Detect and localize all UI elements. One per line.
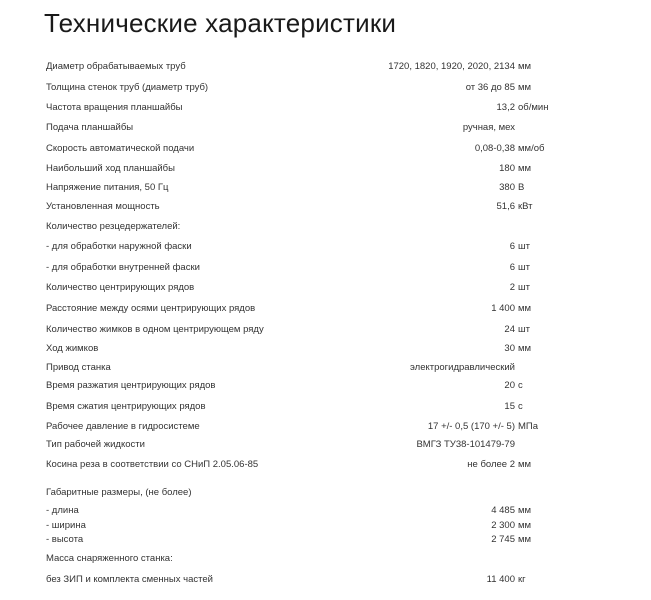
spec-value: 1 400 (491, 303, 515, 314)
spec-label: - для обработки внутренней фаски (46, 262, 200, 273)
spec-row (0, 280, 651, 296)
spec-value: ручная, мех (462, 122, 515, 133)
spec-row (0, 180, 651, 196)
spec-label: Привод станка (46, 362, 111, 373)
spec-row (0, 437, 651, 453)
spec-label: - высота (46, 534, 84, 545)
spec-row (0, 100, 651, 116)
page-title: Технические характеристики (44, 8, 397, 38)
spec-unit: шт (518, 262, 530, 273)
spec-value: 24 (504, 324, 515, 335)
spec-value: 180 (499, 163, 515, 174)
spec-label: Количество резцедержателей: (46, 221, 181, 232)
spec-row (0, 239, 651, 255)
spec-value: 13,2 (496, 102, 515, 113)
spec-value: электрогидравлический (410, 362, 515, 373)
spec-row (0, 399, 651, 415)
spec-value: 6 (509, 241, 515, 252)
spec-value: 11 400 (486, 574, 515, 585)
spec-label: Частота вращения планшайбы (46, 102, 183, 113)
spec-label: Ход жимков (46, 343, 99, 354)
spec-label: Количество жимков в одном центрирующем ряду (46, 324, 264, 335)
spec-row (0, 80, 651, 96)
spec-row (0, 378, 651, 394)
spec-value: 380 (499, 182, 515, 193)
spec-label: Подача планшайбы (46, 122, 134, 133)
spec-label: Тип рабочей жидкости (46, 439, 145, 450)
spec-unit: МПа (518, 421, 539, 432)
spec-row (0, 457, 651, 473)
spec-row (0, 485, 651, 501)
spec-row (0, 551, 651, 567)
spec-unit: мм (518, 61, 532, 72)
spec-label: Расстояние между осями центрирующих рядов (46, 303, 256, 314)
spec-label: - длина (46, 505, 79, 516)
spec-value: 4 485 (491, 505, 515, 516)
spec-unit: кг (518, 574, 526, 585)
spec-value: 17 +/- 0,5 (170 +/- 5) (427, 421, 515, 432)
spec-unit: об/мин (518, 102, 549, 113)
spec-unit: мм (518, 520, 532, 531)
spec-label: Масса снаряженного станка: (46, 553, 173, 564)
spec-unit: мм (518, 505, 532, 516)
spec-row (0, 260, 651, 276)
spec-label: Время разжатия центрирующих рядов (46, 380, 216, 391)
spec-row (0, 199, 651, 215)
spec-label: без ЗИП и комплекта сменных частей (46, 574, 213, 585)
spec-unit: В (518, 182, 525, 193)
spec-value: 51,6 (496, 201, 515, 212)
spec-row (0, 532, 651, 548)
spec-label: Толщина стенок труб (диаметр труб) (46, 82, 209, 93)
spec-unit: с (518, 380, 523, 391)
spec-value: 2 300 (491, 520, 515, 531)
spec-label: - ширина (46, 520, 86, 531)
spec-row (0, 360, 651, 376)
spec-unit: кВт (518, 201, 533, 212)
spec-unit: шт (518, 282, 530, 293)
spec-row (0, 572, 651, 588)
spec-unit: мм (518, 163, 532, 174)
spec-row (0, 219, 651, 235)
spec-label: Количество центрирующих рядов (46, 282, 195, 293)
spec-row (0, 503, 651, 519)
spec-row (0, 419, 651, 435)
spec-unit: мм (518, 82, 532, 93)
spec-label: - для обработки наружной фаски (46, 241, 192, 252)
spec-value: 30 (504, 343, 515, 354)
spec-row (0, 301, 651, 317)
spec-row (0, 161, 651, 177)
spec-value: 6 (509, 262, 515, 273)
spec-value: 1720, 1820, 1920, 2020, 2134 (388, 61, 515, 72)
spec-value: 2 745 (491, 534, 515, 545)
spec-label: Наибольший ход планшайбы (46, 163, 175, 174)
spec-row (0, 141, 651, 157)
spec-value: 15 (504, 401, 515, 412)
spec-row (0, 322, 651, 338)
spec-unit: мм (518, 343, 532, 354)
spec-label: Установленная мощность (46, 201, 160, 212)
spec-unit: мм (518, 459, 532, 470)
spec-label: Скорость автоматической подачи (46, 143, 195, 154)
spec-unit: мм (518, 303, 532, 314)
spec-label: Рабочее давление в гидросистеме (46, 421, 200, 432)
spec-label: Габаритные размеры, (не более) (46, 487, 192, 498)
spec-label: Время сжатия центрирующих рядов (46, 401, 206, 412)
spec-row (0, 120, 651, 136)
spec-label: Напряжение питания, 50 Гц (46, 182, 169, 193)
spec-unit: с (518, 401, 523, 412)
spec-label: Косина реза в соответствии со СНиП 2.05.06-85 (46, 459, 259, 470)
spec-unit: мм/об (518, 143, 545, 154)
spec-label: Диаметр обрабатываемых труб (46, 61, 186, 72)
spec-row (0, 341, 651, 357)
spec-unit: шт (518, 324, 530, 335)
spec-unit: мм (518, 534, 532, 545)
spec-value: 2 (509, 282, 515, 293)
spec-value: 0,08-0,38 (474, 143, 515, 154)
spec-unit: шт (518, 241, 530, 252)
spec-row (0, 59, 651, 75)
spec-value: 20 (504, 380, 515, 391)
spec-value: от 36 до 85 (465, 82, 515, 93)
spec-value: не более 2 (467, 459, 515, 470)
spec-value: ВМГЗ ТУ38-101479-79 (416, 439, 515, 450)
